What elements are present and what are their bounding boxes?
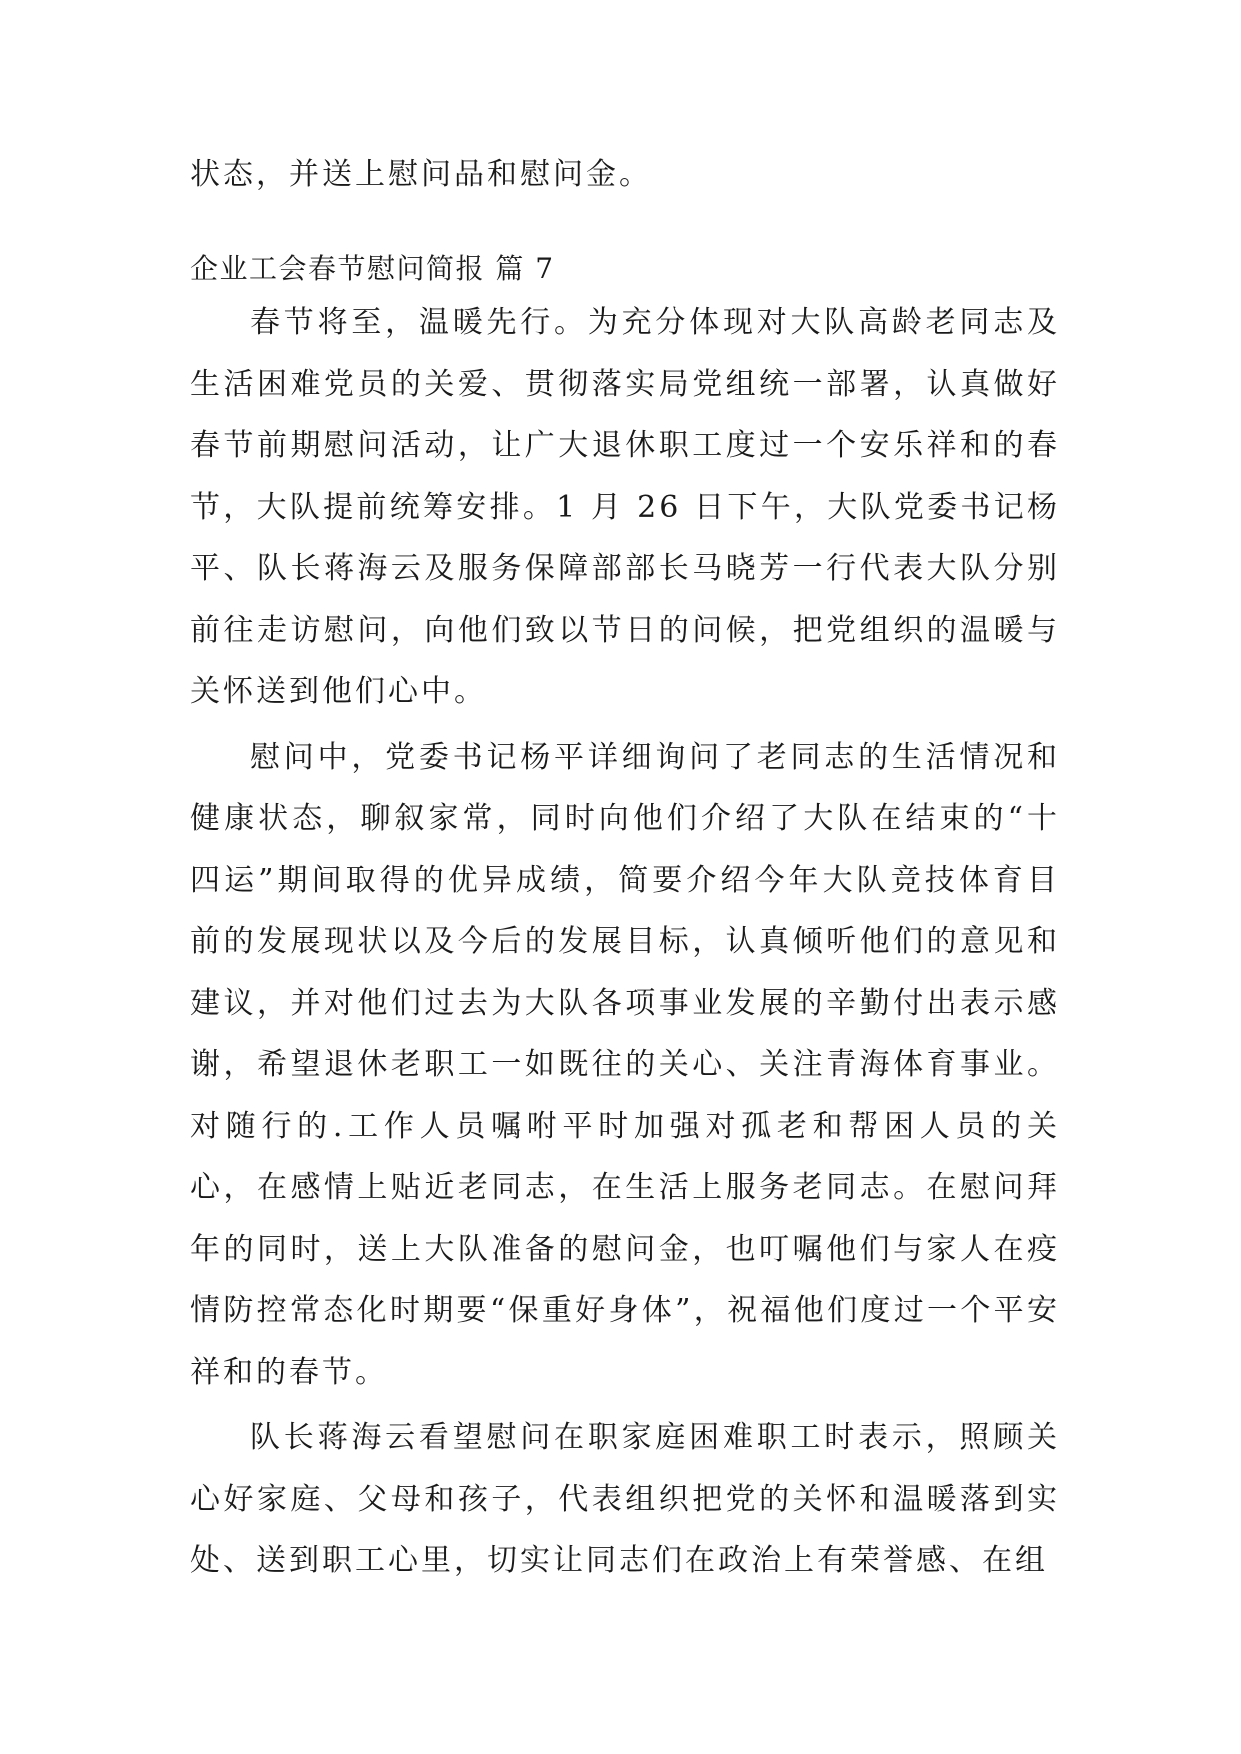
document-body xyxy=(190,152,1060,1592)
paragraph-2: 慰问中，党委书记杨平详细询问了老同志的生活情况和健康状态，聊叙家常，同时向他们介绍了大队在结束的“十四运”期间取得的优异成绩，简要介绍今年大队竞技体育目前的发展现状以及今后的发展目标，认真倾听他们的意见和建议，并对他们过去为大队各项事业发展的辛勤付出表示感谢，希望退休老职工一如既往的关心、关注青海体育事业。对随行的.工作人员嘱咐平时加强对孤老和帮困人员的关心，在感情上贴近老同志，在生活上服务老同志。在慰问拜年的同时，送上大队准备的慰问金，也叮嘱他们与家人在疫情防控常态化时期要“保重好身体”，祝福他们度过一个平安祥和的春节。 xyxy=(190,739,1060,1390)
section-title: 企业工会春节慰问简报 篇 7 xyxy=(190,252,555,285)
paragraph-1: 春节将至，温暖先行。为充分体现对大队高龄老同志及生活困难党员的关爱、贯彻落实局党组统一部署，认真做好春节前期慰问活动，让广大退休职工度过一个安乐祥和的春节，大队提前统筹安排。1 月 26 日下午，大队党委书记杨平、队长蒋海云及服务保障部部长马晓芳一行代表大队分别前往走访慰问，向他们致以节日的问候，把党组织的温暖与关怀送到他们心中。 xyxy=(190,305,1060,709)
paragraph-3: 队长蒋海云看望慰问在职家庭困难职工时表示，照顾关心好家庭、父母和孩子，代表组织把党的关怀和温暖落到实处、送到职工心里，切实让同志们在政治上有荣誉感、在组 xyxy=(190,1420,1060,1578)
continued-line: 状态，并送上慰问品和慰问金。 xyxy=(190,157,652,192)
